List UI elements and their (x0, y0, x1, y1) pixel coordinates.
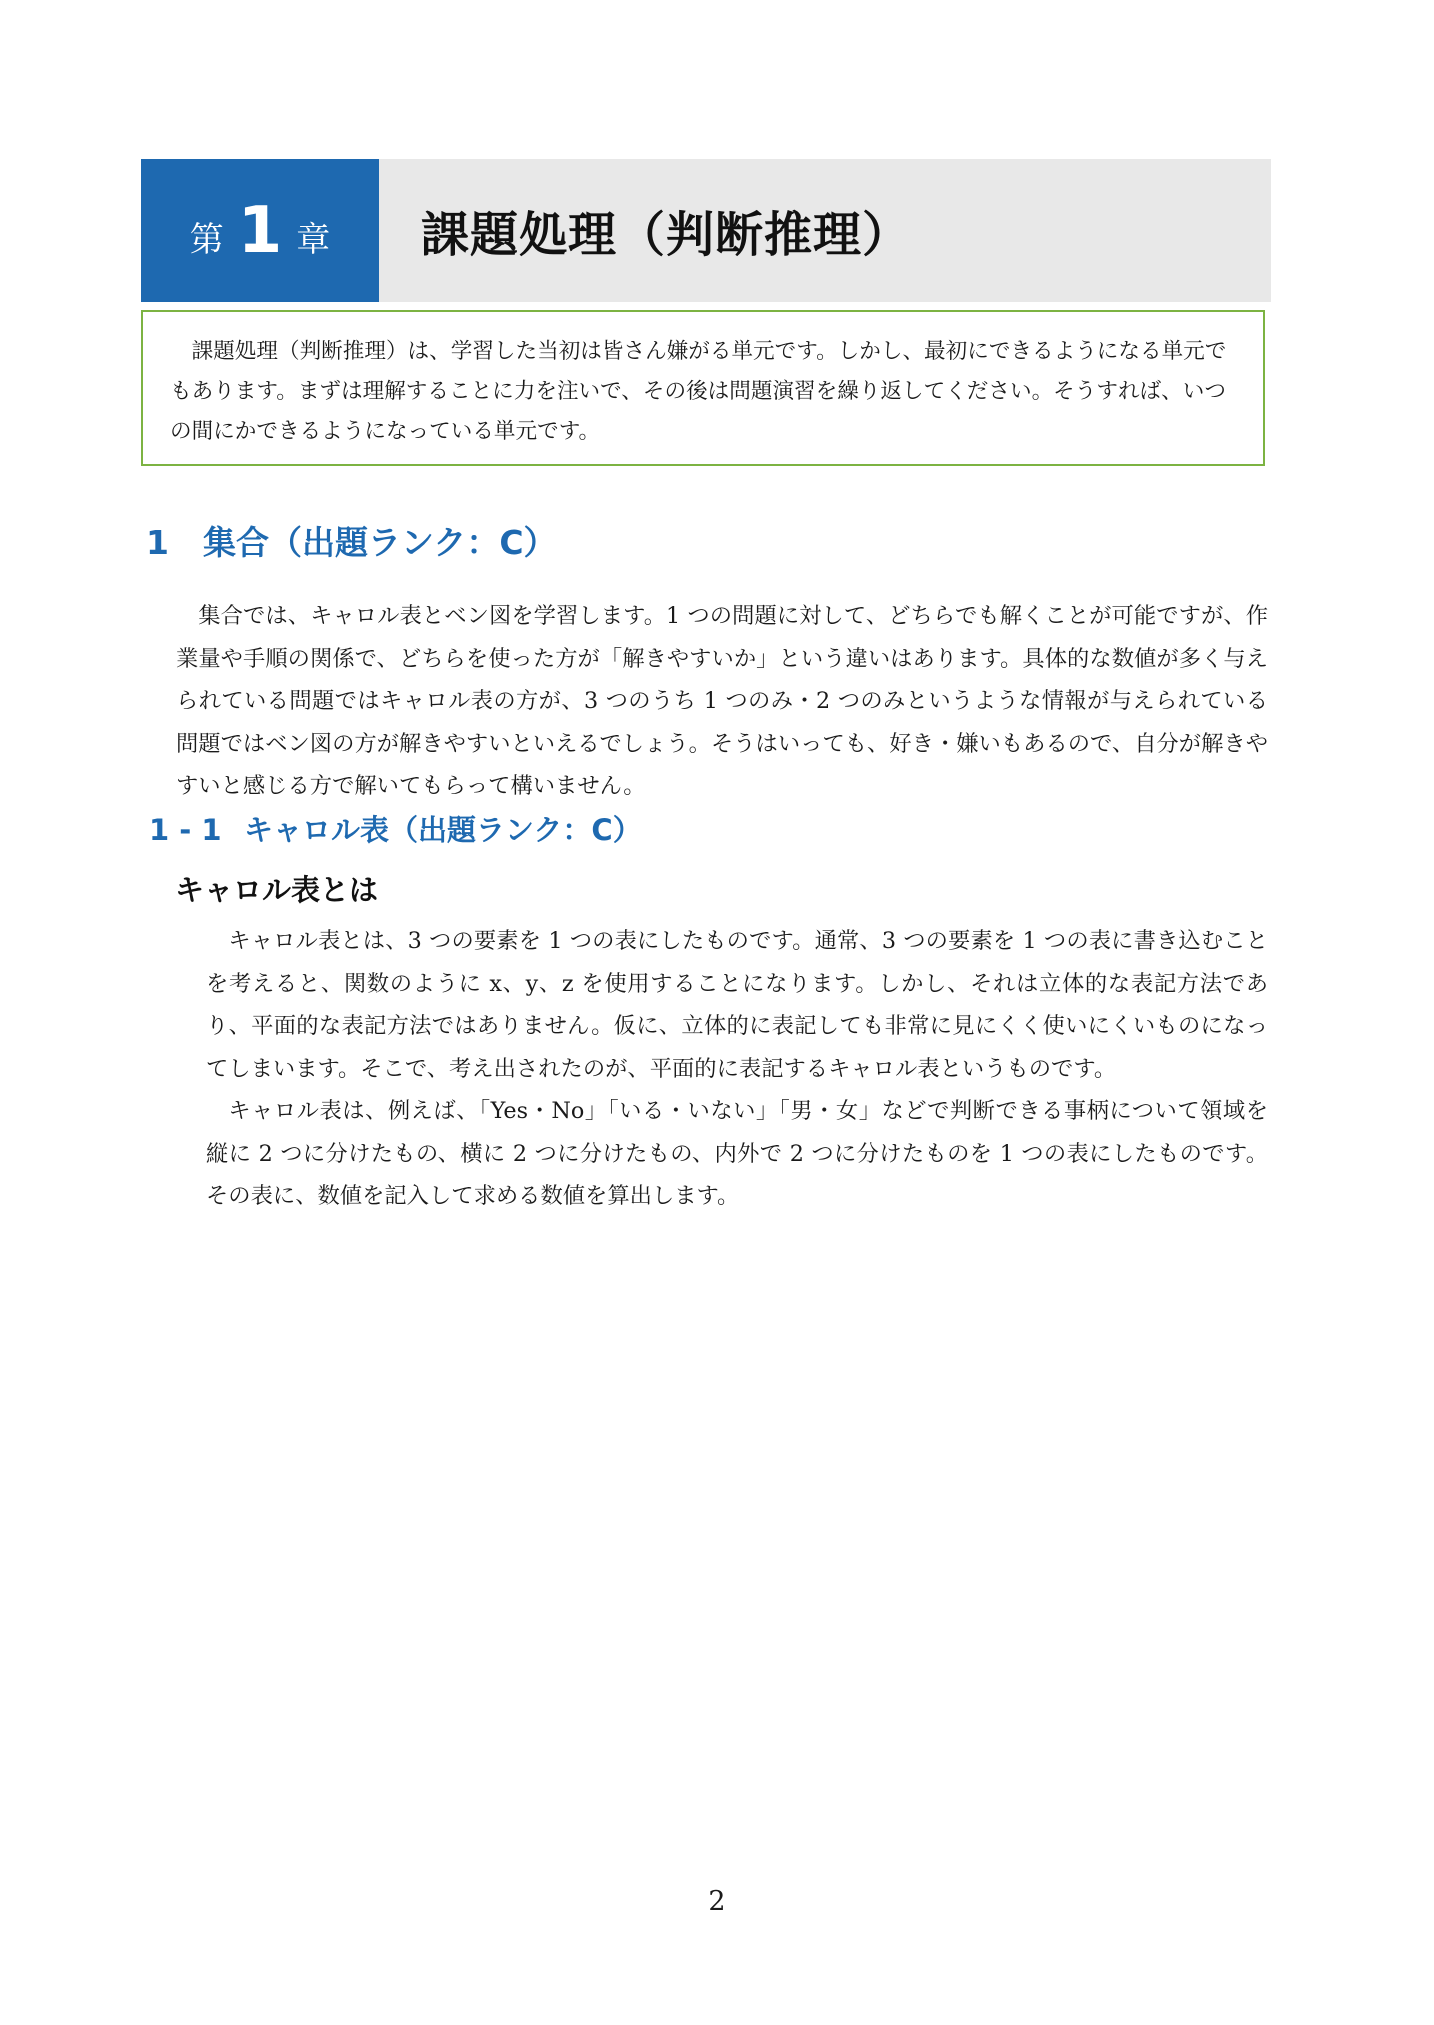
topic-paragraph: キャロル表とは、3 つの要素を 1 つの表にしたものです。通常、3 つの要素を 1 つの表に書き込むことを考えると、関数のように x、y、z を使用することになります。しかし、それは立体的な表記方法であり、平面的な表記方法ではありません。仮に、立体的に表記しても非常に見にくく使いにくいものになってしまいます。そこで、考え出されたのが、平面的に表記するキャロル表というものです。 (206, 928, 1268, 1082)
intro-text: 課題処理（判断推理）は、学習した当初は皆さん嫌がる単元です。しかし、最初にできるようになる単元でもあります。まずは理解することに力を注いで、その後は問題演習を繰り返してください。そうすれば、いつの間にかできるようになっている単元です。 (170, 339, 1227, 444)
chapter-number: 1 (237, 193, 283, 268)
section-paragraph: 集合では、キャロル表とベン図を学習します。1 つの問題に対して、どちらでも解くことが可能ですが、作業量や手順の関係で、どちらを使った方が「解きやすいか」という違いはあります。具体的な数値が多く与えられている問題ではキャロル表の方が、3 つのうち 1 つのみ・2 つのみというような情報が与えられている問題ではベン図の方が解きやすいといえるでしょう。そうはいっても、好き・嫌いもあるので、自分が解きやすいと感じる方で解いてもらって構いません。 (176, 603, 1268, 799)
subsection-number: 1 - 1 (149, 813, 222, 847)
section-heading (146, 517, 557, 564)
chapter-number-badge (141, 159, 379, 302)
section-title: 集合（出題ランク：C） (203, 523, 557, 562)
page-number: 2 (708, 1886, 726, 1917)
chapter-prefix: 第 (189, 220, 224, 260)
section-number: 1 (146, 523, 169, 562)
chapter-suffix: 章 (296, 220, 331, 260)
section-body (176, 595, 1268, 808)
chapter-title: 課題処理（判断推理） (421, 207, 912, 263)
intro-box (141, 310, 1265, 466)
chapter-header (141, 159, 1271, 302)
subsection-heading (149, 808, 642, 849)
subsection-title: キャロル表（出題ランク：C） (244, 813, 642, 847)
topic-heading: キャロル表とは (175, 873, 379, 907)
topic-body (206, 920, 1268, 1218)
topic-paragraph: キャロル表は、例えば、「Yes・No」「いる・いない」「男・女」などで判断できる事柄について領域を縦に 2 つに分けたもの、横に 2 つに分けたもの、内外で 2 つに分けたものを 1 つの表にしたものです。その表に、数値を記入して求める数値を算出します。 (206, 1098, 1268, 1209)
